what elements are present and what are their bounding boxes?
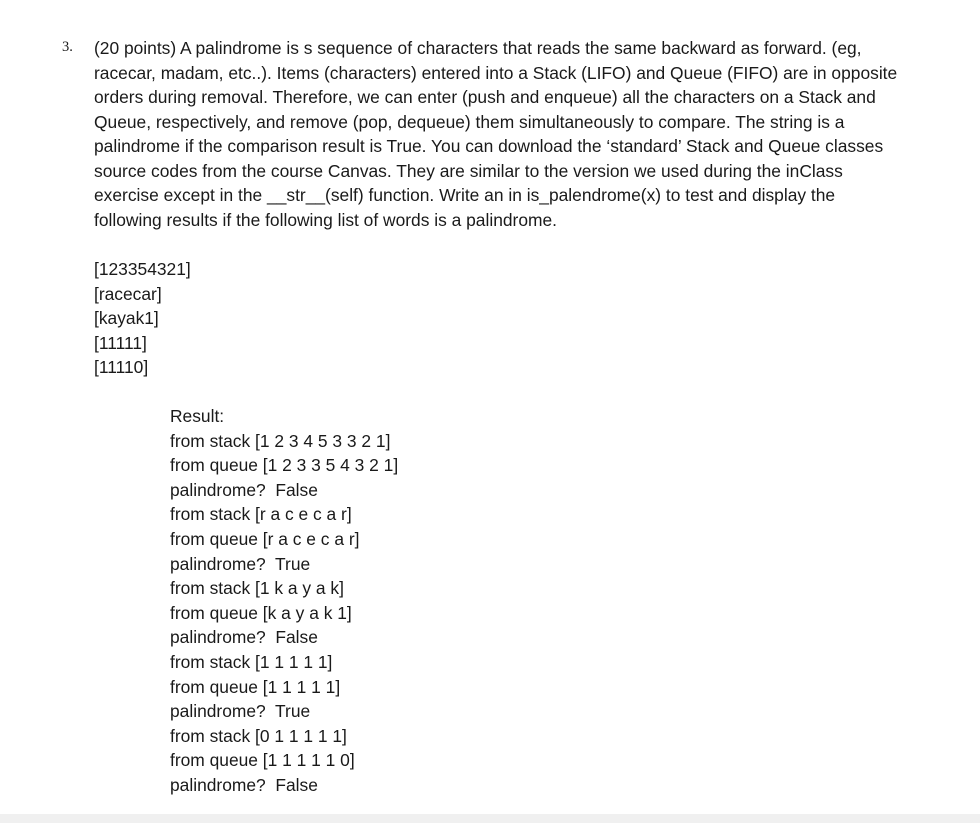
result-line: from queue [1 1 1 1 1] xyxy=(170,676,341,697)
result-line: from stack [1 2 3 4 5 3 3 2 1] xyxy=(170,430,391,451)
question-line: palindrome if the comparison result is True. You can download the ‘standard’ Stack and Queue classes xyxy=(94,136,884,156)
question-text xyxy=(94,36,942,232)
result-line: from queue [1 2 3 3 5 4 3 2 1] xyxy=(170,455,399,476)
result-line: from queue [r a c e c a r] xyxy=(170,528,360,549)
word-item: [11111] xyxy=(94,332,147,353)
word-item: [123354321] xyxy=(94,259,191,279)
result-line: from stack [r a c e c a r] xyxy=(170,504,352,525)
word-list xyxy=(94,257,191,380)
question-line: exercise except in the __str__(self) function. Write an in is_palendrome(x) to test and display the xyxy=(94,185,836,205)
result-line: palindrome? False xyxy=(170,774,318,795)
question-line: source codes from the course Canvas. They are similar to the version we used during the inClass xyxy=(94,160,843,181)
result-line: palindrome? False xyxy=(170,479,318,500)
result-line: palindrome? False xyxy=(170,627,318,648)
result-heading: Result: xyxy=(170,406,225,426)
question-line: racecar, madam, etc..). Items (characters) entered into a Stack (LIFO) and Queue (FIFO) are in opposite xyxy=(94,62,898,83)
question-line: following results if the following list of words is a palindrome. xyxy=(94,209,557,230)
result-line: from queue [1 1 1 1 1 0] xyxy=(170,750,355,771)
result-line: from stack [1 k a y a k] xyxy=(170,578,344,599)
bottom-strip xyxy=(0,814,980,823)
result-line: from stack [0 1 1 1 1 1] xyxy=(170,725,347,746)
question-line: Queue, respectively, and remove (pop, dequeue) them simultaneously to compare. The string is a xyxy=(94,111,845,132)
word-item: [racecar] xyxy=(94,283,162,304)
question-line: (20 points) A palindrome is s sequence of characters that reads the same backward as forward. (eg, xyxy=(94,38,862,58)
result-line: palindrome? True xyxy=(170,553,311,574)
word-item: [kayak1] xyxy=(94,308,159,328)
word-item: [11110] xyxy=(94,357,149,377)
result-block xyxy=(170,404,398,798)
result-line: from queue [k a y a k 1] xyxy=(170,602,352,623)
question-line: orders during removal. Therefore, we can enter (push and enqueue) all the characters on a Stack and xyxy=(94,87,876,107)
result-line: from stack [1 1 1 1 1] xyxy=(170,651,333,672)
result-line: palindrome? True xyxy=(170,701,311,722)
question-number: 3. xyxy=(62,39,73,55)
